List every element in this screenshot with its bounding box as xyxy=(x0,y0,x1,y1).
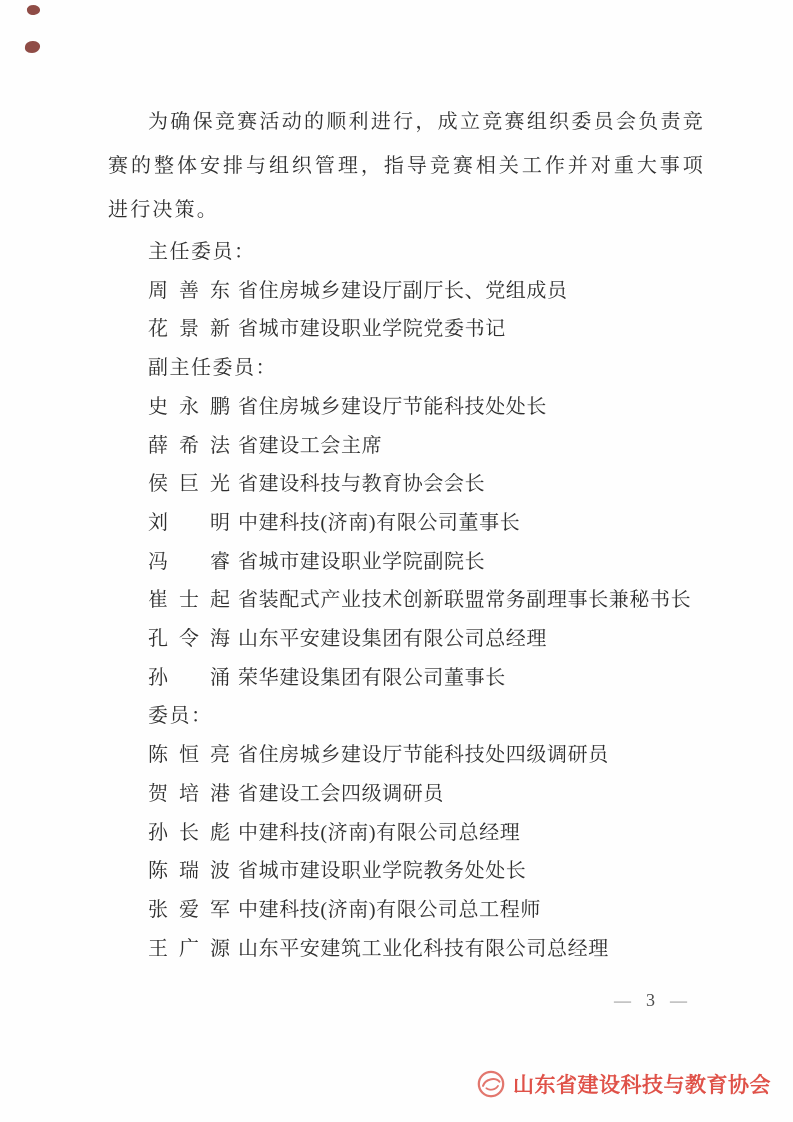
member-name: 薛希法 xyxy=(148,434,230,457)
member-row xyxy=(148,891,733,930)
member-row xyxy=(148,427,733,466)
member-row xyxy=(148,852,733,891)
page-number-value: 3 xyxy=(646,990,655,1010)
page-number-dash: — xyxy=(614,990,631,1010)
corner-stamp-artifact xyxy=(25,40,41,53)
member-row xyxy=(148,272,733,311)
member-title: 省住房城乡建设厅节能科技处处长 xyxy=(238,395,547,418)
member-name: 崔士起 xyxy=(148,589,230,612)
member-name: 孔令海 xyxy=(148,628,230,651)
member-row xyxy=(148,465,733,504)
member-name: 侯巨光 xyxy=(148,473,230,496)
member-row xyxy=(148,620,733,659)
member-title: 省住房城乡建设厅副厅长、党组成员 xyxy=(238,279,568,302)
member-row xyxy=(148,775,733,814)
footer-org-name: 山东省建设科技与教育协会 xyxy=(513,1074,771,1097)
member-title: 省装配式产业技术创新联盟常务副理事长兼秘书长 xyxy=(238,589,692,612)
committee-roster xyxy=(148,232,733,968)
member-row xyxy=(148,814,733,853)
member-title: 山东平安建筑工业化科技有限公司总经理 xyxy=(238,937,609,960)
member-row xyxy=(148,581,733,620)
section-heading: 主任委员： xyxy=(148,241,256,263)
member-name: 陈瑞波 xyxy=(148,860,230,883)
member-name: 陈恒亮 xyxy=(148,744,230,767)
association-seal-logo-icon xyxy=(476,1069,506,1099)
member-row xyxy=(148,659,733,698)
member-row xyxy=(148,930,733,969)
member-name: 张爱军 xyxy=(148,898,230,921)
member-name: 冯 睿 xyxy=(148,550,230,573)
member-title: 省城市建设职业学院副院长 xyxy=(238,550,486,573)
member-row xyxy=(148,310,733,349)
member-name: 史永鹏 xyxy=(148,395,230,418)
member-name: 周善东 xyxy=(148,279,230,302)
member-title: 荣华建设集团有限公司董事长 xyxy=(238,666,506,689)
member-name: 刘 明 xyxy=(148,511,230,534)
footer-watermark xyxy=(476,1069,771,1099)
intro-paragraph: 为确保竞赛活动的顺利进行，成立竞赛组织委员会负责竞赛的整体安排与组织管理，指导竞赛相关工作并对重大事项进行决策。 xyxy=(108,111,705,221)
section-heading: 委员： xyxy=(148,705,213,728)
member-name: 花景新 xyxy=(148,318,230,341)
member-name: 孙 涌 xyxy=(148,666,230,689)
member-title: 省城市建设职业学院教务处处长 xyxy=(238,860,527,883)
member-row xyxy=(148,543,733,582)
member-row xyxy=(148,388,733,427)
member-title: 省城市建设职业学院党委书记 xyxy=(238,318,506,341)
member-title: 省建设工会主席 xyxy=(238,434,383,457)
member-title: 中建科技(济南)有限公司总工程师 xyxy=(238,898,541,921)
member-title: 省住房城乡建设厅节能科技处四级调研员 xyxy=(238,744,609,767)
member-name: 贺培港 xyxy=(148,782,230,805)
page-number xyxy=(614,990,687,1011)
member-title: 省建设工会四级调研员 xyxy=(238,782,444,805)
member-title: 中建科技(济南)有限公司董事长 xyxy=(238,511,521,534)
member-title: 山东平安建设集团有限公司总经理 xyxy=(238,628,547,651)
member-row xyxy=(148,736,733,775)
member-title: 省建设科技与教育协会会长 xyxy=(238,473,486,496)
page-number-dash: — xyxy=(670,990,687,1010)
corner-stamp-artifact xyxy=(26,4,40,16)
member-title: 中建科技(济南)有限公司总经理 xyxy=(238,821,521,844)
member-name: 孙长彪 xyxy=(148,821,230,844)
section-heading: 副主任委员： xyxy=(148,357,277,380)
member-row xyxy=(148,504,733,543)
member-name: 王广源 xyxy=(148,937,230,960)
